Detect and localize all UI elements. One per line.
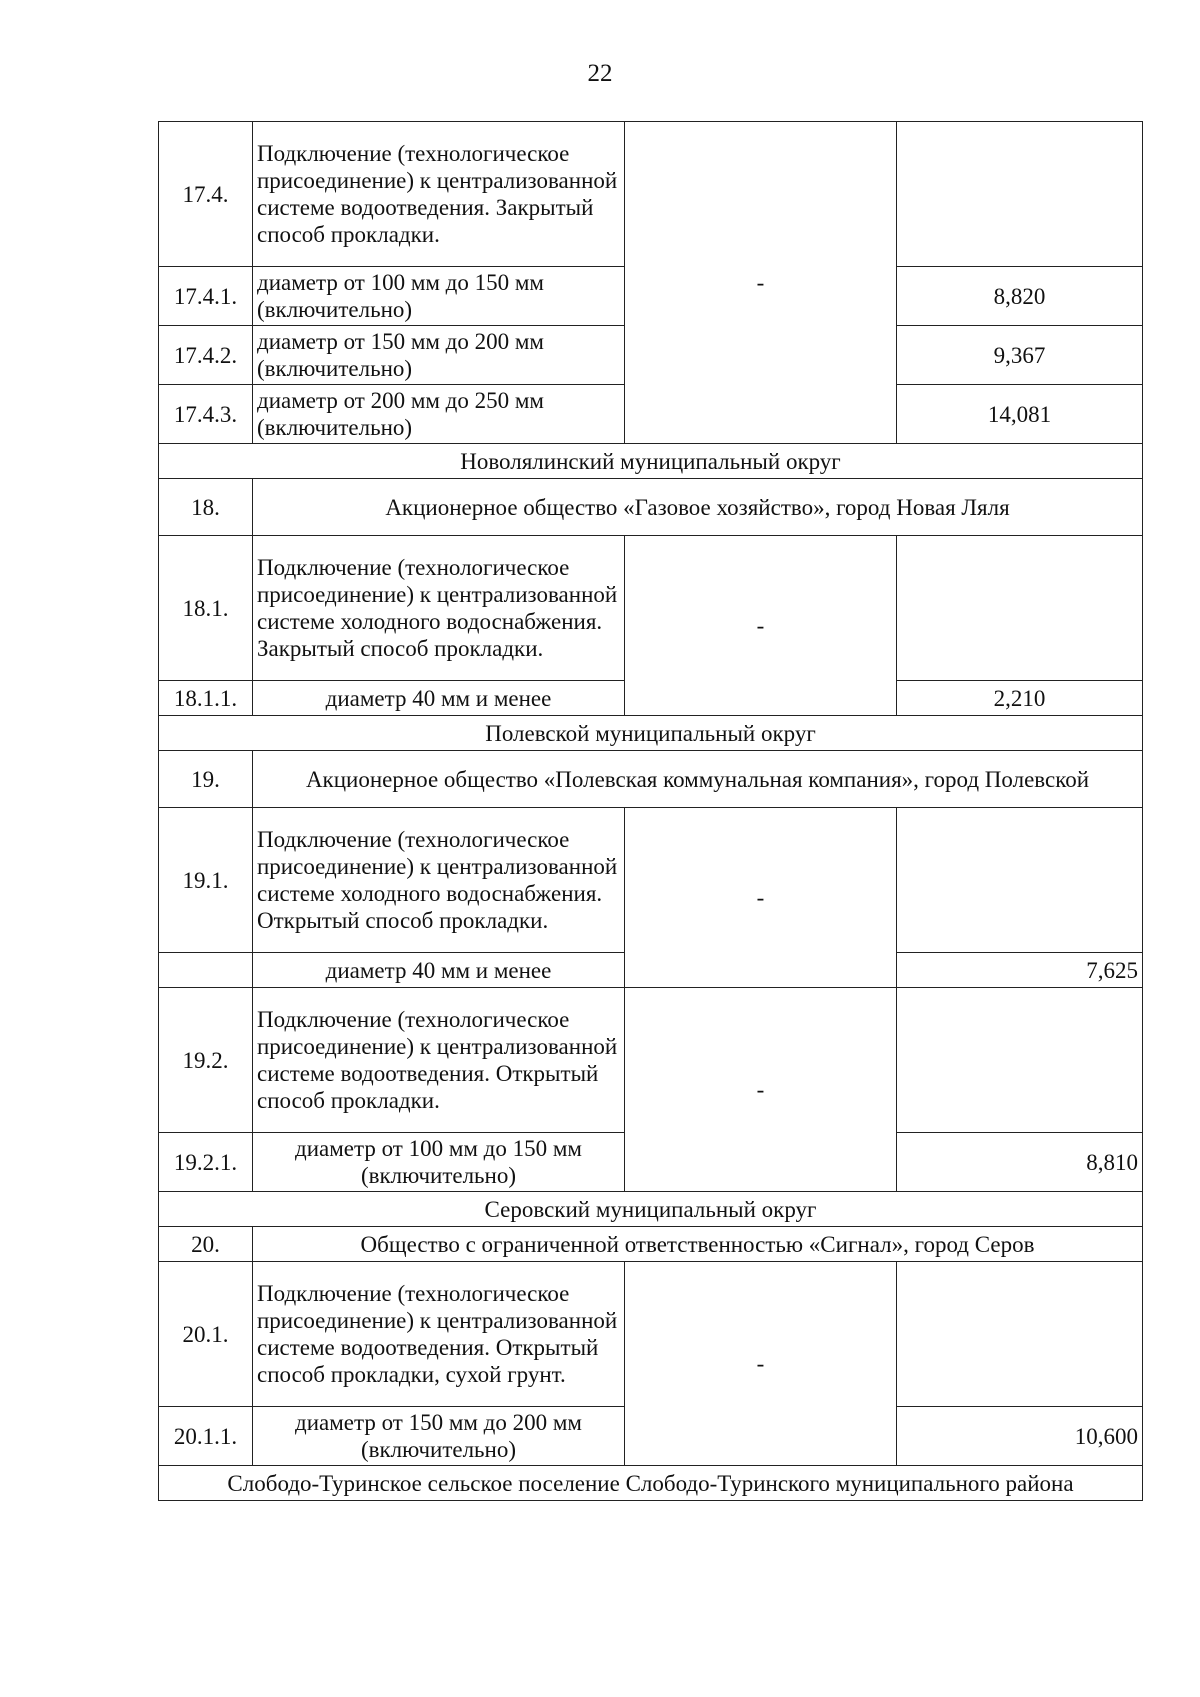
row-number: 20.1.1. — [159, 1407, 253, 1466]
row-number: 19.2.1. — [159, 1133, 253, 1192]
row-description: диаметр от 100 мм до 150 мм (включительно) — [253, 1133, 625, 1192]
section-row — [159, 716, 1143, 751]
tariff-table — [158, 121, 1143, 1501]
row-number: 20. — [159, 1227, 253, 1262]
organization-row — [159, 1227, 1143, 1262]
row-number: 18.1.1. — [159, 681, 253, 716]
section-heading: Слободо-Туринское сельское поселение Слободо-Туринского муниципального района — [159, 1466, 1143, 1501]
dash-cell: - — [625, 988, 897, 1192]
row-number: 17.4.1. — [159, 267, 253, 326]
section-heading: Полевской муниципальный округ — [159, 716, 1143, 751]
organization-name: Акционерное общество «Газовое хозяйство», город Новая Ляля — [253, 479, 1143, 536]
row-description: диаметр от 200 мм до 250 мм (включительно) — [253, 385, 625, 444]
table-row — [159, 536, 1143, 681]
row-description: Подключение (технологическое присоединение) к централизованной системе водоотведения. Закрытый способ прокладки. — [253, 122, 625, 267]
row-number: 20.1. — [159, 1262, 253, 1407]
row-description: диаметр от 150 мм до 200 мм (включительно) — [253, 326, 625, 385]
row-number: 19. — [159, 751, 253, 808]
table-row — [159, 988, 1143, 1133]
row-number: 19.2. — [159, 988, 253, 1133]
row-description: Подключение (технологическое присоединение) к централизованной системе холодного водоснабжения. Открытый способ прокладки. — [253, 808, 625, 953]
row-number: 18.1. — [159, 536, 253, 681]
value-cell: 14,081 — [897, 385, 1143, 444]
value-cell-empty — [897, 988, 1143, 1133]
organization-row — [159, 479, 1143, 536]
dash-cell: - — [625, 1262, 897, 1466]
value-cell: 7,625 — [897, 953, 1143, 988]
table-row — [159, 122, 1143, 267]
value-cell: 2,210 — [897, 681, 1143, 716]
organization-name: Общество с ограниченной ответственностью «Сигнал», город Серов — [253, 1227, 1143, 1262]
row-description: диаметр 40 мм и менее — [253, 681, 625, 716]
row-number: 17.4.2. — [159, 326, 253, 385]
value-cell-empty — [897, 808, 1143, 953]
row-description: Подключение (технологическое присоединение) к централизованной системе холодного водоснабжения. Закрытый способ прокладки. — [253, 536, 625, 681]
row-number: 18. — [159, 479, 253, 536]
value-cell: 9,367 — [897, 326, 1143, 385]
section-row — [159, 1192, 1143, 1227]
value-cell: 8,810 — [897, 1133, 1143, 1192]
value-cell-empty — [897, 536, 1143, 681]
table-row — [159, 808, 1143, 953]
dash-cell: - — [625, 122, 897, 444]
table-row — [159, 1262, 1143, 1407]
dash-cell: - — [625, 536, 897, 716]
section-row — [159, 444, 1143, 479]
value-cell: 8,820 — [897, 267, 1143, 326]
section-heading: Новолялинский муниципальный округ — [159, 444, 1143, 479]
row-number — [159, 953, 253, 988]
row-description: диаметр 40 мм и менее — [253, 953, 625, 988]
row-description: Подключение (технологическое присоединение) к централизованной системе водоотведения. Открытый способ прокладки. — [253, 988, 625, 1133]
value-cell: 10,600 — [897, 1407, 1143, 1466]
value-cell-empty — [897, 122, 1143, 267]
row-number: 17.4.3. — [159, 385, 253, 444]
row-description: Подключение (технологическое присоединение) к централизованной системе водоотведения. Открытый способ прокладки, сухой грунт. — [253, 1262, 625, 1407]
row-description: диаметр от 100 мм до 150 мм (включительно) — [253, 267, 625, 326]
section-heading: Серовский муниципальный округ — [159, 1192, 1143, 1227]
page-number: 22 — [587, 60, 613, 87]
organization-name: Акционерное общество «Полевская коммунальная компания», город Полевской — [253, 751, 1143, 808]
dash-cell: - — [625, 808, 897, 988]
row-number: 19.1. — [159, 808, 253, 953]
organization-row — [159, 751, 1143, 808]
row-description: диаметр от 150 мм до 200 мм (включительно) — [253, 1407, 625, 1466]
section-row — [159, 1466, 1143, 1501]
value-cell-empty — [897, 1262, 1143, 1407]
row-number: 17.4. — [159, 122, 253, 267]
